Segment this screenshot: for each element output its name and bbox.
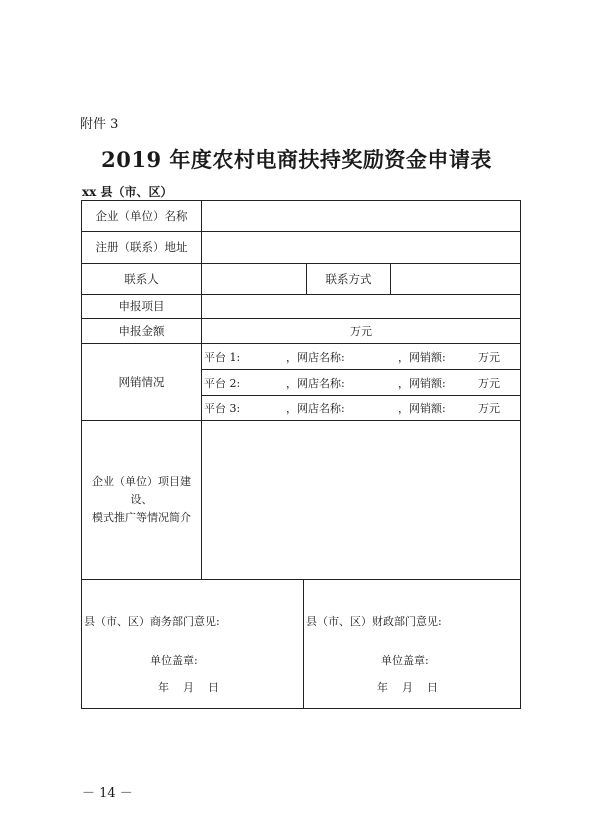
platform-row[interactable] — [201, 395, 521, 421]
sales-unit: 万元 — [478, 376, 500, 390]
project-intro-label-cell — [81, 420, 202, 580]
commerce-opinion-label: 县（市、区）商务部门意见: — [84, 615, 220, 628]
contact-method-label: 联系方式 — [325, 271, 372, 286]
contact-method-value-cell[interactable] — [390, 263, 521, 295]
sales-unit: 万元 — [478, 402, 500, 415]
sales-amount-label: ，网销额: — [398, 376, 446, 390]
contact-person-label: 联系人 — [124, 271, 159, 286]
finance-opinion-cell[interactable] — [303, 579, 521, 709]
project-label-cell — [81, 294, 202, 319]
project-intro-label-line2: 模式推广等情况简介 — [92, 511, 191, 524]
commerce-seal-label: 单位盖章: — [150, 654, 198, 667]
amount-label-cell — [81, 318, 202, 344]
platform-label: 平台 3: — [204, 402, 241, 415]
project-label: 申报项目 — [118, 299, 165, 313]
commerce-opinion-cell[interactable] — [81, 579, 304, 709]
amount-unit: 万元 — [350, 325, 372, 338]
contact-method-label-cell — [306, 263, 391, 295]
sales-unit: 万元 — [478, 350, 500, 364]
address-value-cell[interactable] — [201, 231, 521, 264]
contact-person-value-cell[interactable] — [201, 263, 307, 295]
application-form-table — [81, 200, 521, 709]
finance-seal-label: 单位盖章: — [381, 654, 429, 667]
contact-person-label-cell — [81, 263, 202, 295]
company-name-label-cell — [81, 200, 202, 232]
amount-value-cell[interactable] — [201, 318, 521, 344]
platform-label: 平台 1: — [204, 350, 241, 364]
platform-label: 平台 2: — [204, 376, 241, 390]
platform-row[interactable] — [201, 343, 521, 370]
shop-name-label: ，网店名称: — [286, 402, 345, 415]
amount-label: 申报金额 — [118, 323, 165, 338]
attachment-label: 附件 3 — [80, 117, 119, 132]
project-value-cell[interactable] — [201, 294, 521, 319]
form-title: 2019 年度农村电商扶持奖励资金申请表 — [101, 147, 492, 172]
page-number: － 14 － — [82, 786, 133, 801]
address-label: 注册（联系）地址 — [95, 240, 188, 254]
sales-amount-label: ，网销额: — [398, 350, 446, 364]
shop-name-label: ，网店名称: — [286, 350, 345, 364]
platform-row[interactable] — [201, 369, 521, 396]
online-sales-label-cell — [81, 343, 202, 421]
sales-amount-label: ，网销额: — [398, 402, 446, 415]
commerce-date-label: 年 月 日 — [158, 681, 219, 694]
project-intro-label-line1: 企业（单位）项目建设、 — [92, 475, 191, 506]
address-label-cell — [81, 231, 202, 264]
project-intro-value-cell[interactable] — [201, 420, 521, 580]
online-sales-label: 网销情况 — [118, 374, 165, 389]
shop-name-label: ，网店名称: — [286, 376, 345, 390]
company-name-label: 企业（单位）名称 — [95, 208, 188, 223]
county-label: xx 县（市、区） — [82, 185, 173, 199]
finance-opinion-label: 县（市、区）财政部门意见: — [306, 615, 442, 628]
finance-date-label: 年 月 日 — [377, 681, 438, 694]
company-name-value-cell[interactable] — [201, 200, 521, 232]
